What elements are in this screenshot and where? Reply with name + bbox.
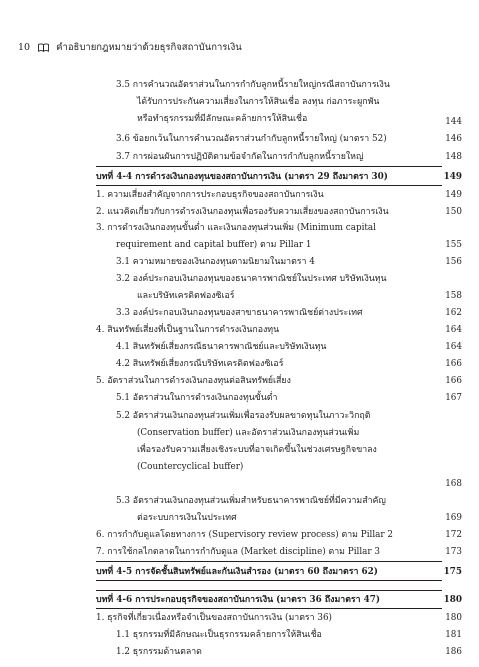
toc-entry-3-6: 3.6 ข้อยกเว้นในการคำนวณอัตราส่วนกำกับลูกหนี้รายใหญ่ (มาตรา 52) <box>116 134 387 144</box>
toc-entry-1: 1. ความเสี่ยงสำคัญจากการประกอบธุรกิจของสถาบันการเงิน <box>96 190 324 200</box>
toc-chapter-4-6: บทที่ 4-6 การประกอบธุรกิจของสถาบันการเงิน (มาตรา 36 ถึงมาตรา 47) <box>96 595 381 605</box>
toc-page-6: 172 <box>445 530 462 540</box>
toc-entry-5-2-line-1: 5.2 อัตราส่วนเงินกองทุนส่วนเพิ่มเพื่อรองรับผลขาดทุนในภาวะวิกฤติ <box>116 411 371 421</box>
toc-page-2: 150 <box>445 207 462 217</box>
toc-entry-3-line-1: 3. การดำรงเงินกองทุนขั้นต่ำ และเงินกองทุนส่วนเพิ่ม (Minimum capital <box>96 223 376 233</box>
toc-entry-5-2-line-2: (Conservation buffer) และอัตราส่วนเงินกองทุนส่วนเพิ่ม <box>137 428 360 438</box>
toc-page-5: 166 <box>445 376 462 386</box>
toc-page-3-2: 158 <box>445 291 462 301</box>
toc-entry-3-5-line-2: ได้รับการประกันความเสี่ยงในการให้สินเชื่อ ลงทุน ก่อภาระผูกพัน <box>137 97 380 107</box>
toc-entry-4-6-1-1: 1.1 ธุรกรรมที่มีลักษณะเป็นธุรกรรมคล้ายการให้สินเชื่อ <box>116 630 322 640</box>
toc-page-3-3: 162 <box>445 308 462 318</box>
toc-page-3: 155 <box>445 240 462 250</box>
toc-page-5-3: 169 <box>445 513 462 523</box>
toc-entry-4-2: 4.2 สินทรัพย์เสี่ยงกรณีบริษัทเครดิตฟองซิเอร์ <box>116 359 284 369</box>
toc-entry-7: 7. การใช้กลไกตลาดในการกำกับดูแล (Market discipline) ตาม Pillar 3 <box>96 547 380 557</box>
divider <box>96 608 442 609</box>
toc-entry-5: 5. อัตราส่วนในการดำรงเงินกองทุนต่อสินทรัพย์เสี่ยง <box>96 376 291 386</box>
divider <box>96 561 442 562</box>
toc-entry-2: 2. แนวคิดเกี่ยวกับการดำรงเงินกองทุนเพื่อรองรับความเสี่ยงของสถาบันการเงิน <box>96 207 389 217</box>
toc-entry-3-7: 3.7 การผ่อนผันการปฏิบัติตามข้อจำกัดในการกำกับลูกหนี้รายใหญ่ <box>116 152 364 162</box>
toc-page-1: 149 <box>445 190 462 200</box>
toc-page-chapter-4-4: 149 <box>443 172 462 182</box>
toc-entry-3-2-line-2: และบริษัทเครดิตฟองซิเอร์ <box>137 291 235 301</box>
toc-page-3-6: 146 <box>445 134 462 144</box>
toc-entry-6: 6. การกำกับดูแลโดยทางการ (Supervisory review process) ตาม Pillar 2 <box>96 530 393 540</box>
toc-page-4-6-1: 180 <box>445 613 462 623</box>
toc-entry-5-3-line-2: ต่อระบบการเงินในประเทศ <box>137 513 237 523</box>
toc-page-chapter-4-6: 180 <box>443 595 462 605</box>
toc-page-4-1: 164 <box>445 342 462 352</box>
toc-page-3-7: 148 <box>445 152 462 162</box>
toc-page-4-6-1-1: 181 <box>445 630 462 640</box>
toc-entry-5-2-line-4: (Countercyclical buffer) <box>137 462 244 472</box>
toc-page-4-2: 166 <box>445 359 462 369</box>
toc-entry-4-1: 4.1 สินทรัพย์เสี่ยงกรณีธนาคารพาณิชย์และบริษัทเงินทุน <box>116 342 327 352</box>
toc-page-chapter-4-5: 175 <box>443 567 462 577</box>
toc-page-7: 173 <box>445 547 462 557</box>
toc-entry-3-1: 3.1 ความหมายของเงินกองทุนตามนิยามในมาตรา 4 <box>116 257 315 267</box>
page-number: 10 <box>18 42 31 53</box>
toc-page-4: 164 <box>445 325 462 335</box>
toc-page-3-5: 144 <box>445 117 462 127</box>
toc-entry-5-1: 5.1 อัตราส่วนในการดำรงเงินกองทุนขั้นต่ำ <box>116 393 278 403</box>
toc-entry-4-6-1: 1. ธุรกิจที่เกี่ยวเนื่องหรือจำเป็นของสถาบันการเงิน (มาตรา 36) <box>96 613 332 623</box>
toc-entry-4: 4. สินทรัพย์เสี่ยงที่เป็นฐานในการดำรงเงินกองทุน <box>96 325 280 335</box>
toc-entry-3-3: 3.3 องค์ประกอบเงินกองทุนของสาขาธนาคารพาณิชย์ต่างประเทศ <box>116 308 363 318</box>
toc-entry-5-2-line-3: เพื่อรองรับความเสี่ยงเชิงระบบที่อาจเกิดขึ้นในช่วงเศรษฐกิจขาลง <box>137 445 377 455</box>
divider <box>96 166 442 167</box>
toc-entry-3-5-line-1: 3.5 การคำนวณอัตราส่วนในการกำกับลูกหนี้รายใหญ่กรณีสถาบันการเงิน <box>116 80 390 90</box>
toc-entry-3-2-line-1: 3.2 องค์ประกอบเงินกองทุนของธนาคารพาณิชย์ในประเทศ บริษัทเงินทุน <box>116 274 387 284</box>
divider <box>96 590 442 591</box>
toc-entry-3-line-2: requirement and capital buffer) ตาม Pillar 1 <box>116 240 312 250</box>
toc-entry-3-5-line-3: หรือทำธุรกรรมที่มีลักษณะคล้ายการให้สินเชื่อ <box>137 114 308 124</box>
toc-entry-4-6-1-2: 1.2 ธุรกรรมด้านตลาด <box>116 647 202 657</box>
running-header-title: คำอธิบายกฎหมายว่าด้วยธุรกิจสถาบันการเงิน <box>56 42 242 53</box>
toc-page-4-6-1-2: 186 <box>445 647 462 657</box>
toc-page-5-1: 167 <box>445 393 462 403</box>
toc-chapter-4-5: บทที่ 4-5 การจัดชั้นสินทรัพย์และกันเงินสำรอง (มาตรา 60 ถึงมาตรา 62) <box>96 567 378 577</box>
divider <box>96 185 442 186</box>
toc-entry-5-3-line-1: 5.3 อัตราส่วนเงินกองทุนส่วนเพิ่มสำหรับธนาคารพาณิชย์ที่มีความสำคัญ <box>116 496 386 506</box>
toc-chapter-4-4: บทที่ 4-4 การดำรงเงินกองทุนของสถาบันการเงิน (มาตรา 29 ถึงมาตรา 30) <box>96 172 388 182</box>
divider <box>96 580 442 581</box>
toc-page-5-2: 168 <box>445 479 462 489</box>
toc-page-3-1: 156 <box>445 257 462 267</box>
